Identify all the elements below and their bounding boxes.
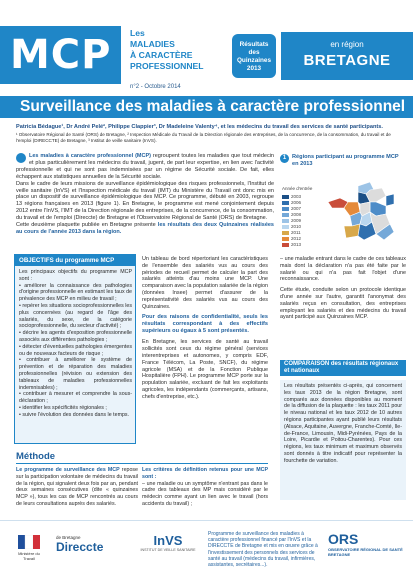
comparison-body: Les résultats présentés ci-après, qui concernent les taux 2013 de la région Bretagne, sont comparés aux données disponibles au moment de la diffusion de la plaquette : les taux 2011 pour le niveau national et les taux 2012 de 10 autres régions participantes ayant publié leurs résultats (Alsace, Aquitaine, Auvergne, Franche-Comté, Ile-de-France, Limousin, Midi-Pyrénées, Pays de la Loire, Picardie et Poitou-Charentes). Pour ces régions, les taux minimum et maximum observés sont donnés à titre indicatif pour représenter la fourchette de variation.: [280, 380, 406, 500]
legend-swatch: [282, 195, 289, 199]
legend-year: 2008: [291, 212, 302, 217]
invs-name: InVS: [153, 533, 183, 548]
legend-item: [282, 230, 301, 235]
method-title: Méthode: [16, 451, 56, 462]
figure-regions-map: [280, 154, 406, 252]
mcp-logo-text: MCP: [10, 32, 112, 78]
badge-line: Quinzaines: [236, 57, 272, 64]
legend-swatch: [282, 201, 289, 205]
method-text-2: – une maladie ou un symptôme n'entrant pas dans le cadre des tableaux des MP mais considéré par le médecin comme ayant un lien avec le travail (hors accidents du travail) ;: [142, 480, 268, 507]
method-paragraph-1: [16, 467, 138, 508]
legend-swatch: [282, 219, 289, 223]
ors-logo: [328, 531, 406, 557]
objectives-intro: Les principaux objectifs du programme MCP sont :: [19, 269, 132, 282]
legend-year: 2003: [291, 194, 302, 199]
legend-item: [282, 242, 301, 247]
right-column: [280, 256, 406, 325]
intro-text: [16, 153, 274, 236]
invs-logo: [140, 533, 196, 552]
badge-line: 2013: [246, 65, 262, 72]
figure-title: Régions participant au programme MCP en 2013: [292, 154, 399, 167]
page-title: Surveillance des maladies à caractère professionnel: [20, 98, 406, 115]
legend-item: [282, 206, 301, 211]
marianne-logo: [14, 535, 44, 561]
legend-swatch: [282, 225, 289, 229]
title-band: [0, 96, 413, 118]
middle-paragraph-1: Un tableau de bord répertoriant les caractéristiques de l'ensemble des salariés vus au cours des périodes de recueil permet de calculer la part des salariés atteints d'au moins une MCP. Une comparaison avec la population salariée de la région (données Insee) permet d'assurer de la représentativité des salariés vus au cours des Quinzaines.: [142, 256, 268, 310]
legend-year: 2007: [291, 206, 302, 211]
legend-label: Année d'entrée: [282, 186, 313, 191]
footer: [0, 520, 413, 581]
results-badge: [232, 34, 276, 78]
author-names: Patricia Bédague¹, Dr André Pelé², Philippe Clappier³, Dr Madeleine Valenty⁴, et les médecins du travail des services de santé participants.: [16, 124, 383, 130]
intro-text-3: Cette deuxième plaquette publiée en Bretagne présente: [16, 222, 158, 229]
author-affiliations: ¹ Observatoire Régional de Santé (ORS) de Bretagne, ² Inspection Médicale du Travail de la Direction régionale des entreprises, de la concurrence, de la consommation, du travail et de l'emploi (DIRECCTE) de Bretagne, ³ Institut de veille sanitaire (InVS).: [16, 132, 391, 143]
region-name: BRETAGNE: [303, 52, 391, 69]
right-paragraph-1: – une maladie entrant dans le cadre de ces tableaux mais dont la déclaration n'a pas été faite par le salarié ou qui n'a pas fait l'objet d'une reconnaissance.: [280, 256, 406, 283]
comparison-heading: COMPARAISON des résultats régionaux et nationaux: [280, 360, 406, 376]
intro-highlight: les résultats des deux Quinzaines réalisées au cours de l'année 2013 dans la région.: [16, 222, 274, 235]
middle-paragraph-2: En Bretagne, les services de santé au travail sollicités sont ceux du régime général (services interentreprises et autonomes, y compris EDF, France Télécom, La Poste, SNCF), du régime agricole (MSA) et de la Fonction Publique Hospitalière (FPH). Le programme MCP porte sur la population salariée, excluant de fait les exploitants agricoles, les indépendants (commerçants, artisans, chefs d'entreprise, etc.).: [142, 339, 268, 400]
legend-swatch: [282, 237, 289, 241]
mcp-logo: [0, 26, 121, 84]
legend-item: [282, 236, 301, 241]
objective-item: • améliorer la connaissance des pathologies d'origine professionnelle en estimant les taux de prévalence des MCP en milieu de travail ;: [19, 282, 132, 303]
legend-item: [282, 194, 301, 199]
direccte-logo: [56, 535, 126, 554]
invs-subtitle: INSTITUT DE VEILLE SANITAIRE: [140, 548, 196, 552]
objective-item: • contribuer à améliorer le système de prévention et de réparation des maladies professionnelles (révision ou extension des tableaux de maladies professionnelles indemnisables) ;: [19, 357, 132, 391]
pull-quote: Pour des raisons de confidentialité, seuls les résultats correspondant à des effectifs supérieurs ou égaux à 5 sont présentés.: [142, 314, 268, 335]
method-lead-1: Le programme de surveillance des MCP: [16, 467, 120, 473]
objective-item: • contribuer à mesurer et comprendre la sous-déclaration ;: [19, 391, 132, 405]
marianne-text: Ministère du Travail: [18, 551, 40, 561]
legend-swatch: [282, 231, 289, 235]
authors: [16, 124, 406, 144]
bullet-icon: [16, 153, 26, 163]
objectives-box: [14, 254, 136, 444]
intro-text-1: regroupent toutes les maladies que tout médecin et plus particulièrement les médecins du travail, jugent, de part leur expertise, en lien avec l'activité professionnelle et qui ne sont pas indemnisées par un régime de Sécurité sociale. De fait, elles échappent aux statistiques annuelles de la Sécurité sociale.: [16, 153, 274, 180]
brand-line: PROFESSIONNEL: [130, 61, 204, 71]
objective-item: • repérer les situations socioprofessionnelles les plus concernées (au regard de l'âge des salariés, du sexe, de la catégorie socioprofessionnelle, du secteur d'activité) ;: [19, 302, 132, 330]
objective-item: • suivre l'évolution des données dans le temps.: [19, 411, 130, 418]
right-paragraph-2: Cette étude, conduite selon un protocole identique d'une année sur l'autre, garantit l'anonymat des salariés reçus en consultation, des entreprises employant les salariés et des médecins du travail ayant participé aux Quinzaines MCP.: [280, 287, 406, 321]
legend-year: 2009: [291, 218, 302, 223]
direccte-name: Direccte: [56, 540, 104, 554]
figure-number: 1: [280, 154, 289, 163]
legend-year: 2013: [291, 242, 302, 247]
method-divider: [16, 463, 268, 464]
legend-swatch: [282, 213, 289, 217]
method-text-1: repose sur la participation volontaire de médecins du travail de la région, qui signalent deux fois par an, pendant deux semaines consécutives (dite « quinzaines MCP »), tous les cas de MCP rencontrés au cours de leurs consultations auprès des salariés.: [16, 467, 138, 507]
legend-year: 2006: [291, 200, 302, 205]
brand-line: MALADIES: [130, 39, 175, 49]
legend-swatch: [282, 243, 289, 247]
intro-lead: Les maladies à caractère professionnel (MCP): [29, 153, 151, 159]
legend-item: [282, 224, 301, 229]
brand-title: [130, 28, 226, 72]
issue-number: n°2 - Octobre 2014: [130, 84, 181, 90]
legend-year: 2012: [291, 236, 302, 241]
badge-line: Résultats: [239, 41, 269, 48]
legend-item: [282, 218, 301, 223]
brand-line: À CARACTÈRE: [130, 50, 193, 60]
flag-icon: [18, 535, 40, 549]
objective-item: • identifier les spécificités régionales ;: [19, 404, 107, 411]
region-prefix: en région: [330, 40, 364, 49]
legend-item: [282, 200, 301, 205]
middle-column: [142, 256, 268, 405]
legend-swatch: [282, 207, 289, 211]
method-paragraph-2: [142, 467, 268, 508]
method-lead-2: Les critères de définition retenus pour une MCP sont :: [142, 467, 268, 480]
legend-year: 2010: [291, 224, 302, 229]
objectives-heading: OBJECTIFS du programme MCP: [15, 255, 135, 266]
france-map-icon: [314, 172, 404, 252]
objective-item: • décrire les agents d'exposition professionnelle associés aux différentes pathologies ;: [19, 330, 132, 343]
footer-text: Programme de surveillance des maladies à caractère professionnel financé par l'InVS et la DIRECCTE de Bretagne et mis en œuvre grâce à l'investissement des personnels des services de santé au travail (médecins du travail, infirmières, assistantes, secrétaires...).: [208, 531, 318, 569]
objective-item: • détecter d'éventuelles pathologies émergentes ou de nouveaux facteurs de risque ;: [19, 343, 132, 357]
legend-year: 2011: [291, 230, 301, 235]
objectives-body: [19, 269, 132, 419]
ors-name: ORS: [328, 531, 359, 547]
brand-line: Les: [130, 28, 145, 38]
ors-subtitle: OBSERVATOIRE RÉGIONAL DE SANTÉ BRETAGNE: [328, 547, 403, 557]
badge-line: des: [248, 49, 260, 56]
header: [0, 0, 413, 92]
intro-text-2: Dans le cadre de leurs missions de surveillance épidémiologique des risques professionnels, l'Institut de veille sanitaire (InVS) et l'Inspection médicale du travail (IMT) du Ministère du Travail ont donc mis en place un dispositif de surveillance épidémiologique des MCP. Ce programme, débuté en 2003, regroupe 13 régions françaises en 2013 (figure 1). En Bretagne, le programme est mené conjointement depuis 2012 entre l'InVS, l'IMT de la Direction régionale des entreprises, de la concurrence, de la consommation, du travail et de l'emploi (Direccte) de Bretagne et l'Observatoire Régional de Santé (ORS) de Bretagne.: [16, 180, 274, 222]
region-box: [281, 32, 413, 80]
legend-item: [282, 212, 301, 217]
direccte-region: de Bretagne: [56, 535, 81, 540]
